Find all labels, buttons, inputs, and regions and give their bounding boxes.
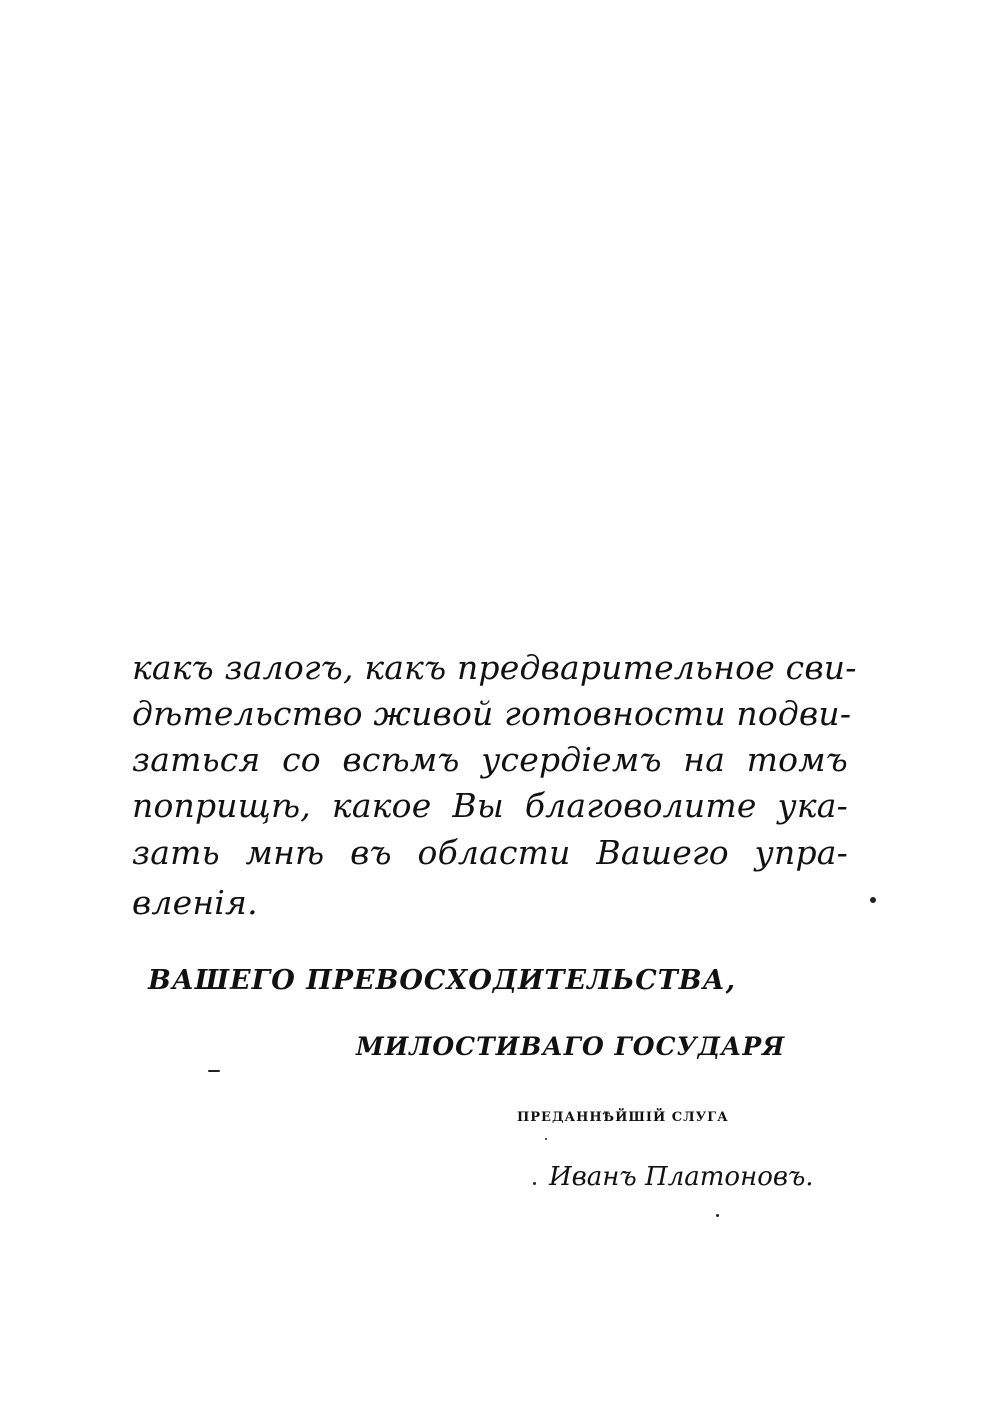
body-line-2: дѣтельство живой готовности подви- [132, 694, 852, 733]
body-line-6: вленія. [132, 883, 258, 922]
ink-speck [208, 1070, 220, 1072]
ink-speck [545, 1138, 547, 1140]
servant-line: ПРЕДАННѢЙШІЙ СЛУГА [517, 1110, 729, 1125]
signature: Иванъ Платоновъ. [549, 1162, 814, 1192]
body-line-3: заться со всѣмъ усердіемъ на томъ [132, 740, 848, 779]
body-line-4: поприщѣ, какое Вы благоволите ука- [132, 786, 848, 825]
excellency-heading: ВАШЕГО ПРЕВОСХОДИТЕЛЬСТВА, [148, 965, 737, 996]
body-line-5: зать мнѣ въ области Вашего упра- [132, 833, 848, 872]
ink-speck [716, 1214, 719, 1217]
ink-speck [533, 1182, 536, 1185]
ink-speck [870, 897, 876, 903]
sovereign-heading: МИЛОСТИВАГО ГОСУДАРЯ [356, 1032, 786, 1061]
body-line-1: какъ залогъ, какъ предварительное сви- [132, 648, 857, 687]
